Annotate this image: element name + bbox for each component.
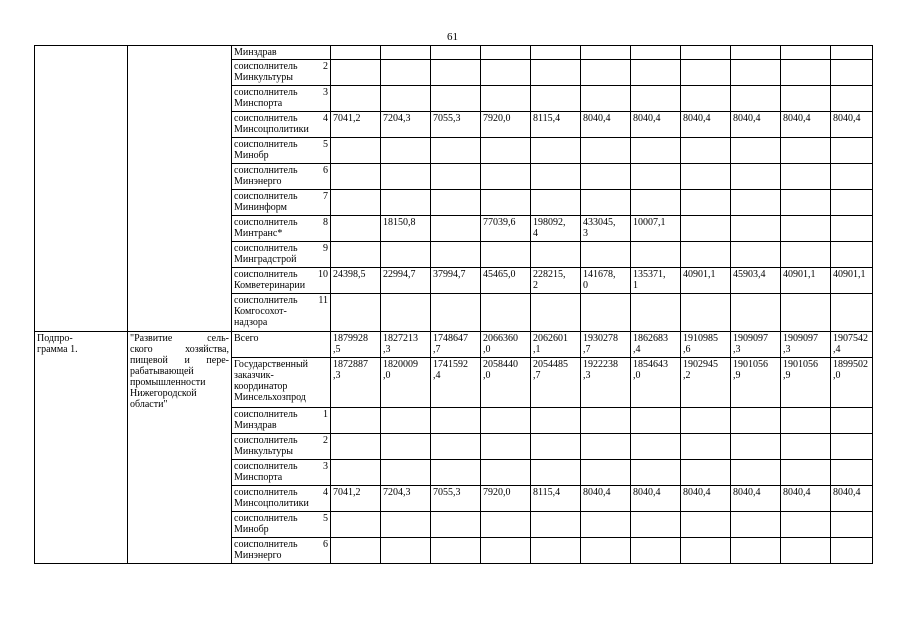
value-cell	[831, 538, 873, 564]
value-cell: 8040,4	[681, 486, 731, 512]
row-label-line: соисполнитель 6	[234, 165, 328, 176]
value-cell	[731, 216, 781, 242]
row-label-line: Минспорта	[234, 472, 283, 483]
value-cell: 8115,4	[531, 112, 581, 138]
row-label-line: соисполнитель 4	[234, 487, 328, 498]
value-cell	[681, 164, 731, 190]
row-label-line: координатор	[234, 381, 288, 392]
value-cell	[831, 60, 873, 86]
value-cell	[581, 538, 631, 564]
value-cell	[731, 294, 781, 332]
row-label-line: Минсоцполитики	[234, 498, 309, 509]
value-cell: 8040,4	[581, 486, 631, 512]
value-cell: 8040,4	[731, 486, 781, 512]
value-cell	[831, 408, 873, 434]
row-label-line: Всего	[234, 333, 259, 344]
value-cell	[581, 86, 631, 112]
row-label	[232, 408, 331, 434]
subprogram-name-line: "Развитие сель-	[130, 333, 229, 344]
value-cell: 7920,0	[481, 486, 531, 512]
value-cell	[631, 138, 681, 164]
row-label-line: Минградстрой	[234, 254, 297, 265]
value-cell	[681, 86, 731, 112]
value-cell	[781, 242, 831, 268]
value-cell: 8040,4	[781, 112, 831, 138]
value-cell	[381, 434, 431, 460]
row-label	[232, 242, 331, 268]
value-cell	[381, 242, 431, 268]
row-label-line: Минспорта	[234, 98, 283, 109]
value-cell: 8040,4	[731, 112, 781, 138]
value-cell	[531, 512, 581, 538]
value-cell: 8040,4	[681, 112, 731, 138]
row-label-line: соисполнитель 8	[234, 217, 328, 228]
value-cell: 2058440 ,0	[481, 358, 531, 408]
value-cell: 7055,3	[431, 112, 481, 138]
value-cell	[831, 190, 873, 216]
value-cell	[731, 60, 781, 86]
value-cell	[431, 434, 481, 460]
value-cell	[631, 512, 681, 538]
row-label	[232, 294, 331, 332]
value-cell: 433045, 3	[581, 216, 631, 242]
row-label-line: соисполнитель 2	[234, 61, 328, 72]
value-cell	[531, 86, 581, 112]
value-cell	[781, 294, 831, 332]
value-cell	[631, 294, 681, 332]
value-cell	[531, 46, 581, 60]
value-cell	[431, 86, 481, 112]
value-cell: 7055,3	[431, 486, 481, 512]
value-cell	[331, 294, 381, 332]
value-cell	[531, 434, 581, 460]
value-cell	[781, 190, 831, 216]
value-cell: 77039,6	[481, 216, 531, 242]
row-label	[232, 434, 331, 460]
value-cell	[681, 512, 731, 538]
value-cell: 1827213 ,3	[381, 332, 431, 358]
value-cell: 40901,1	[681, 268, 731, 294]
row-label-line: Минэнерго	[234, 176, 282, 187]
value-cell	[831, 86, 873, 112]
row-label-line: Минздрав	[234, 47, 277, 58]
value-cell	[631, 164, 681, 190]
value-cell: 1879928 ,5	[331, 332, 381, 358]
row-label	[232, 460, 331, 486]
value-cell	[631, 408, 681, 434]
row-label	[232, 190, 331, 216]
row-label-line: соисполнитель 1	[234, 409, 328, 420]
row-label-line: соисполнитель 10	[234, 269, 328, 280]
value-cell	[731, 408, 781, 434]
subprogram-name	[128, 332, 232, 564]
value-cell	[481, 242, 531, 268]
value-cell	[581, 512, 631, 538]
value-cell	[481, 408, 531, 434]
value-cell: 1909097 ,3	[781, 332, 831, 358]
value-cell	[731, 434, 781, 460]
value-cell	[581, 138, 631, 164]
row-label-line: соисполнитель 3	[234, 87, 328, 98]
value-cell	[431, 294, 481, 332]
row-label	[232, 512, 331, 538]
value-cell	[581, 460, 631, 486]
value-cell: 2054485 ,7	[531, 358, 581, 408]
value-cell	[831, 164, 873, 190]
value-cell	[631, 538, 681, 564]
value-cell	[831, 46, 873, 60]
value-cell	[531, 460, 581, 486]
row-label	[232, 332, 331, 358]
value-cell	[581, 46, 631, 60]
value-cell	[381, 164, 431, 190]
value-cell	[531, 190, 581, 216]
value-cell: 1748647 ,7	[431, 332, 481, 358]
value-cell: 1872887 ,3	[331, 358, 381, 408]
value-cell	[781, 434, 831, 460]
value-cell: 1930278 ,7	[581, 332, 631, 358]
row-label-line: соисполнитель 5	[234, 139, 328, 150]
value-cell	[531, 294, 581, 332]
value-cell: 1820009 ,0	[381, 358, 431, 408]
value-cell	[781, 138, 831, 164]
row-label	[232, 268, 331, 294]
value-cell	[431, 216, 481, 242]
value-cell	[431, 190, 481, 216]
subprogram-name-line: области"	[130, 399, 168, 410]
value-cell	[331, 46, 381, 60]
value-cell	[781, 460, 831, 486]
value-cell	[631, 460, 681, 486]
subprogram-name-line: Нижегородской	[130, 388, 197, 399]
value-cell	[481, 434, 531, 460]
value-cell	[531, 408, 581, 434]
value-cell: 1907542 ,4	[831, 332, 873, 358]
value-cell	[581, 190, 631, 216]
row-label	[232, 60, 331, 86]
subprogram-name-line: ского хозяйства,	[130, 344, 229, 355]
value-cell	[331, 86, 381, 112]
value-cell	[381, 294, 431, 332]
value-cell	[331, 164, 381, 190]
value-cell	[581, 434, 631, 460]
value-cell	[381, 86, 431, 112]
value-cell	[331, 216, 381, 242]
value-cell	[731, 190, 781, 216]
row-label-line: соисполнитель 7	[234, 191, 328, 202]
value-cell: 228215, 2	[531, 268, 581, 294]
value-cell: 2062601 ,1	[531, 332, 581, 358]
value-cell	[781, 164, 831, 190]
value-cell	[781, 60, 831, 86]
value-cell: 198092, 4	[531, 216, 581, 242]
value-cell: 7204,3	[381, 112, 431, 138]
value-cell	[781, 86, 831, 112]
empty-name-cell	[128, 46, 232, 332]
value-cell: 8115,4	[531, 486, 581, 512]
value-cell	[481, 190, 531, 216]
table-body	[35, 46, 873, 564]
value-cell	[531, 60, 581, 86]
value-cell: 45903,4	[731, 268, 781, 294]
value-cell	[781, 512, 831, 538]
value-cell	[831, 138, 873, 164]
value-cell	[381, 408, 431, 434]
value-cell	[831, 294, 873, 332]
value-cell	[781, 538, 831, 564]
value-cell	[781, 46, 831, 60]
value-cell	[731, 46, 781, 60]
value-cell	[831, 434, 873, 460]
value-cell	[681, 294, 731, 332]
value-cell	[631, 60, 681, 86]
table-row	[35, 332, 873, 358]
row-label	[232, 538, 331, 564]
budget-table	[34, 45, 873, 564]
value-cell: 37994,7	[431, 268, 481, 294]
value-cell	[731, 138, 781, 164]
value-cell: 22994,7	[381, 268, 431, 294]
value-cell	[531, 138, 581, 164]
row-label-line: Минэнерго	[234, 550, 282, 561]
value-cell	[681, 242, 731, 268]
value-cell: 7204,3	[381, 486, 431, 512]
value-cell	[581, 60, 631, 86]
value-cell: 1909097 ,3	[731, 332, 781, 358]
value-cell: 8040,4	[631, 486, 681, 512]
value-cell	[481, 46, 531, 60]
value-cell: 1741592 ,4	[431, 358, 481, 408]
row-label	[232, 164, 331, 190]
row-label-line: соисполнитель 5	[234, 513, 328, 524]
value-cell	[681, 190, 731, 216]
value-cell: 8040,4	[831, 486, 873, 512]
value-cell	[631, 242, 681, 268]
value-cell	[331, 408, 381, 434]
value-cell	[831, 512, 873, 538]
value-cell	[481, 512, 531, 538]
value-cell	[331, 190, 381, 216]
value-cell: 1910985 ,6	[681, 332, 731, 358]
value-cell	[431, 138, 481, 164]
value-cell	[831, 242, 873, 268]
row-label-line: заказчик-	[234, 370, 274, 381]
value-cell	[631, 46, 681, 60]
value-cell	[481, 86, 531, 112]
row-label-line: соисполнитель 11	[234, 295, 328, 306]
value-cell	[331, 538, 381, 564]
row-label-line: соисполнитель 2	[234, 435, 328, 446]
row-label-line: Минтранс*	[234, 228, 283, 239]
value-cell: 8040,4	[631, 112, 681, 138]
value-cell	[731, 242, 781, 268]
value-cell	[531, 538, 581, 564]
value-cell: 40901,1	[781, 268, 831, 294]
value-cell: 8040,4	[781, 486, 831, 512]
value-cell: 45465,0	[481, 268, 531, 294]
value-cell: 1899502 ,0	[831, 358, 873, 408]
value-cell	[731, 512, 781, 538]
subprogram-name-line: пищевой и пере-	[130, 355, 229, 366]
value-cell	[381, 46, 431, 60]
value-cell: 10007,1	[631, 216, 681, 242]
row-label	[232, 46, 331, 60]
value-cell	[731, 538, 781, 564]
value-cell	[681, 434, 731, 460]
value-cell	[431, 60, 481, 86]
value-cell	[331, 138, 381, 164]
value-cell	[781, 216, 831, 242]
value-cell	[831, 216, 873, 242]
value-cell: 1902945 ,2	[681, 358, 731, 408]
value-cell	[381, 512, 431, 538]
value-cell	[481, 164, 531, 190]
value-cell	[681, 216, 731, 242]
value-cell	[431, 408, 481, 434]
value-cell	[481, 60, 531, 86]
value-cell: 1901056 ,9	[731, 358, 781, 408]
value-cell	[531, 164, 581, 190]
row-label-line: Минобр	[234, 150, 269, 161]
row-label	[232, 86, 331, 112]
value-cell	[481, 538, 531, 564]
page-number: 61	[447, 31, 458, 43]
value-cell: 40901,1	[831, 268, 873, 294]
subprogram-name-line: рабатывающей	[130, 366, 194, 377]
value-cell: 135371, 1	[631, 268, 681, 294]
value-cell: 7041,2	[331, 486, 381, 512]
value-cell	[581, 164, 631, 190]
value-cell	[381, 190, 431, 216]
value-cell	[581, 294, 631, 332]
value-cell	[431, 164, 481, 190]
value-cell: 1901056 ,9	[781, 358, 831, 408]
row-label	[232, 216, 331, 242]
value-cell: 1922238 ,3	[581, 358, 631, 408]
row-label-line: соисполнитель 3	[234, 461, 328, 472]
value-cell	[431, 46, 481, 60]
value-cell	[581, 408, 631, 434]
subprogram-code: Подпро- грамма 1.	[35, 332, 128, 564]
value-cell: 1854643 ,0	[631, 358, 681, 408]
subprogram-name-line: промышленности	[130, 377, 206, 388]
value-cell	[481, 460, 531, 486]
value-cell	[731, 460, 781, 486]
row-label-line: Минсоцполитики	[234, 124, 309, 135]
row-label-line: соисполнитель 9	[234, 243, 328, 254]
value-cell	[731, 86, 781, 112]
row-label	[232, 138, 331, 164]
value-cell	[781, 408, 831, 434]
value-cell	[381, 538, 431, 564]
value-cell	[581, 242, 631, 268]
row-label-line: Минздрав	[234, 420, 277, 431]
value-cell	[831, 460, 873, 486]
value-cell	[681, 538, 731, 564]
value-cell	[681, 460, 731, 486]
value-cell	[381, 460, 431, 486]
value-cell	[331, 60, 381, 86]
row-label-line: Комветеринарии	[234, 280, 306, 291]
value-cell	[431, 460, 481, 486]
value-cell	[681, 138, 731, 164]
value-cell: 1862683 ,4	[631, 332, 681, 358]
value-cell: 8040,4	[831, 112, 873, 138]
row-label-line: Государственный	[234, 359, 309, 370]
row-label	[232, 358, 331, 408]
row-label-line: Мининформ	[234, 202, 287, 213]
value-cell	[631, 434, 681, 460]
value-cell	[331, 512, 381, 538]
value-cell	[381, 60, 431, 86]
value-cell: 8040,4	[581, 112, 631, 138]
row-label	[232, 486, 331, 512]
value-cell	[631, 190, 681, 216]
value-cell	[531, 242, 581, 268]
value-cell	[331, 434, 381, 460]
empty-code-cell	[35, 46, 128, 332]
value-cell	[431, 512, 481, 538]
value-cell	[431, 538, 481, 564]
value-cell	[631, 86, 681, 112]
value-cell: 7920,0	[481, 112, 531, 138]
row-label-line: Минкультуры	[234, 446, 293, 457]
value-cell	[681, 408, 731, 434]
value-cell	[681, 60, 731, 86]
row-label-line: Минсельхозпрод	[234, 392, 306, 403]
value-cell	[481, 294, 531, 332]
row-label-line: Минкультуры	[234, 72, 293, 83]
table-row	[35, 46, 873, 60]
value-cell	[431, 242, 481, 268]
row-label-line: Минобр	[234, 524, 269, 535]
value-cell	[331, 460, 381, 486]
value-cell: 7041,2	[331, 112, 381, 138]
value-cell	[381, 138, 431, 164]
value-cell: 2066360 ,0	[481, 332, 531, 358]
value-cell	[481, 138, 531, 164]
value-cell: 141678, 0	[581, 268, 631, 294]
value-cell: 24398,5	[331, 268, 381, 294]
row-label-line: соисполнитель 4	[234, 113, 328, 124]
row-label-line: соисполнитель 6	[234, 539, 328, 550]
row-label-line: надзора	[234, 317, 268, 328]
value-cell	[731, 164, 781, 190]
row-label-line: Комгосохот-	[234, 306, 287, 317]
value-cell	[681, 46, 731, 60]
value-cell: 18150,8	[381, 216, 431, 242]
row-label	[232, 112, 331, 138]
value-cell	[331, 242, 381, 268]
